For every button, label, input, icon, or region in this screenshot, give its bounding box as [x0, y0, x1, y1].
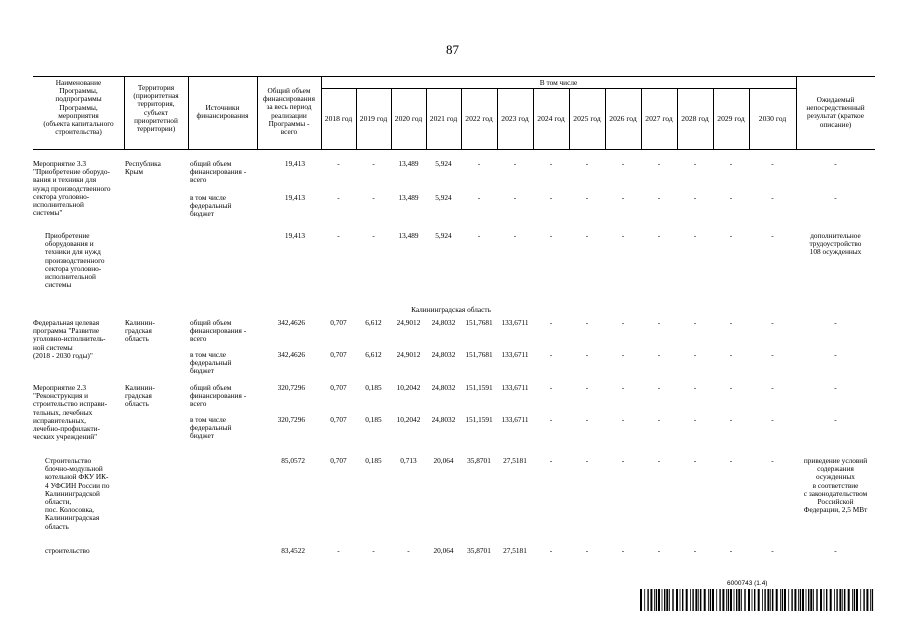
row-year-value: -: [693, 231, 697, 240]
row-total: 19,413: [284, 159, 305, 168]
row-year-value: -: [621, 193, 625, 202]
row-year-value: -: [407, 546, 410, 555]
barcode-bar: [872, 589, 873, 611]
row-year-value: 27,5181: [503, 546, 527, 555]
barcode-bar: [813, 589, 814, 611]
barcode-bar: [654, 589, 655, 611]
row-year-value: -: [337, 546, 340, 555]
barcode-bar: [754, 589, 755, 611]
row-year-value: 0,707: [330, 456, 347, 465]
year-header: 2021 год: [429, 114, 458, 123]
row-result: -: [834, 546, 837, 555]
row-year-value: -: [693, 159, 697, 168]
barcode-bar: [870, 589, 871, 611]
barcode-bar: [848, 589, 850, 611]
row-year-value: -: [771, 546, 774, 555]
row-year-value: 24,8032: [431, 415, 456, 424]
row-territory: Республика Крым: [125, 159, 161, 177]
row-year-value: -: [657, 318, 661, 327]
row-year-value: -: [549, 383, 553, 392]
barcode-bar: [863, 589, 864, 611]
barcode-bar: [830, 589, 832, 611]
barcode-bar: [806, 589, 807, 611]
barcode-bar: [758, 589, 760, 611]
row-year-value: -: [585, 350, 589, 359]
row-year-value: -: [621, 318, 625, 327]
barcode-bar: [712, 589, 714, 611]
barcode-bar: [854, 589, 855, 611]
row-year-value: 151,1591: [465, 415, 493, 424]
barcode-bar: [692, 589, 693, 611]
header-territory: Территория (приоритетная территория, субъект приоритетной территории): [133, 83, 179, 134]
barcode-bar: [666, 589, 668, 611]
row-year-value: -: [372, 231, 375, 240]
row-year-value: 0,707: [330, 383, 347, 392]
row-year-value: -: [585, 383, 589, 392]
barcode-bar: [764, 589, 765, 611]
row-year-value: -: [549, 415, 553, 424]
barcode-bar: [784, 589, 786, 611]
barcode-bar: [752, 589, 753, 611]
header-including: В том числе: [539, 78, 578, 87]
barcode-bar: [726, 589, 727, 611]
barcode-bar: [664, 589, 665, 611]
barcode-bar: [719, 589, 720, 611]
row-total: 342,4626: [277, 318, 305, 327]
barcode-bar: [788, 589, 789, 611]
barcode-bar: [762, 589, 763, 611]
row-year-value: -: [771, 383, 774, 392]
row-year-value: 20,064: [433, 456, 454, 465]
header-result: Ожидаемый непосредственный результат (краткое описание): [806, 95, 865, 129]
year-header: 2027 год: [645, 114, 673, 123]
row-name: строительство: [45, 546, 90, 555]
row-year-value: -: [621, 456, 625, 465]
barcode-bar: [852, 589, 853, 611]
row-year-value: 13,489: [398, 231, 419, 240]
row-source: в том числе федеральный бюджет: [190, 350, 232, 376]
row-year-value: -: [337, 159, 340, 168]
row-year-value: 10,2042: [396, 415, 421, 424]
row-year-value: -: [729, 415, 733, 424]
barcode-bar: [866, 589, 868, 611]
row-year-value: -: [729, 383, 733, 392]
barcode-bar: [802, 589, 804, 611]
row-result: -: [834, 159, 837, 168]
row-result: дополнительное трудоустройство 108 осужденных: [809, 231, 862, 257]
barcode-bar: [791, 589, 792, 611]
row-name: Федеральная целевая программа "Развитие уголовно-исполнитель- ной системы (2018 - 2030 годы)": [33, 318, 106, 360]
row-name: Мероприятие 3.3 "Приобретение оборудо- вания и техники для нужд производственного сектора уголовно- исполнительной системы": [33, 159, 111, 218]
row-year-value: -: [549, 350, 553, 359]
barcode-bar: [686, 589, 688, 611]
barcode-bar: [650, 589, 652, 611]
year-header: 2030 год: [758, 114, 787, 123]
row-year-value: -: [729, 159, 733, 168]
row-source: в том числе федеральный бюджет: [190, 193, 232, 219]
barcode-bar: [644, 589, 645, 611]
row-year-value: -: [657, 193, 661, 202]
row-year-value: -: [693, 193, 697, 202]
row-year-value: -: [621, 159, 625, 168]
barcode-bar: [798, 589, 799, 611]
year-header: 2025 год: [573, 114, 601, 123]
row-total: 19,413: [284, 193, 305, 202]
barcode-bar: [734, 589, 735, 611]
row-year-value: -: [693, 318, 697, 327]
row-year-value: -: [771, 456, 774, 465]
row-year-value: -: [585, 415, 589, 424]
barcode-bar: [856, 589, 858, 611]
row-year-value: 0,713: [400, 456, 417, 465]
row-year-value: -: [729, 318, 733, 327]
row-year-value: -: [477, 193, 481, 202]
header-sources: Источники финансирования: [196, 103, 249, 121]
barcode-bar: [736, 589, 737, 611]
barcode-bar: [780, 589, 781, 611]
barcode-bar: [676, 589, 678, 611]
row-year-value: -: [585, 318, 589, 327]
row-year-value: -: [585, 231, 589, 240]
barcode-bar: [800, 589, 801, 611]
row-year-value: -: [693, 456, 697, 465]
row-year-value: -: [729, 231, 733, 240]
barcode-bar: [770, 589, 771, 611]
barcode-bar: [772, 589, 773, 611]
row-year-value: -: [513, 159, 517, 168]
row-year-value: -: [771, 415, 774, 424]
row-year-value: -: [549, 456, 553, 465]
barcode-label: 6000743 (1.4): [727, 580, 768, 587]
barcode-bar: [704, 589, 706, 611]
row-year-value: -: [549, 546, 553, 555]
row-year-value: 0,707: [330, 350, 347, 359]
row-year-value: -: [657, 456, 661, 465]
row-year-value: -: [549, 318, 553, 327]
row-name: Мероприятие 2.3 "Реконструкция и строительство исправи- тельных, лечебных исправительных, лечебно-профилакти- ческих учреждений": [33, 383, 108, 442]
barcode-bar: [810, 589, 812, 611]
row-year-value: -: [771, 159, 774, 168]
barcode-bar: [816, 589, 817, 611]
row-year-value: 133,6711: [501, 383, 529, 392]
barcode-bar: [695, 589, 697, 611]
barcode-bar: [640, 589, 642, 611]
row-year-value: -: [729, 546, 733, 555]
barcode-bar: [834, 589, 835, 611]
row-year-value: -: [621, 415, 625, 424]
row-year-value: -: [585, 546, 589, 555]
row-year-value: 0,185: [365, 415, 382, 424]
row-year-value: -: [657, 383, 661, 392]
row-year-value: 24,8032: [431, 350, 456, 359]
row-year-value: -: [585, 193, 589, 202]
row-source: общий объем финансирования - всего: [190, 383, 247, 409]
barcode-bar: [744, 589, 745, 611]
row-year-value: 5,924: [435, 193, 452, 202]
row-year-value: 133,6711: [501, 415, 529, 424]
row-year-value: -: [337, 193, 340, 202]
row-total: 19,413: [284, 231, 305, 240]
barcode-bar: [669, 589, 670, 611]
row-year-value: -: [549, 231, 553, 240]
row-year-value: 151,7681: [465, 318, 493, 327]
barcode-bar: [662, 589, 663, 611]
row-year-value: -: [513, 193, 517, 202]
row-year-value: 24,8032: [431, 318, 456, 327]
barcode-bar: [672, 589, 673, 611]
row-result: приведение условий содержания осужденных в соответствие с законодательством Российской Федерации, 2,5 МВт: [803, 456, 868, 515]
row-year-value: 13,489: [398, 159, 419, 168]
row-year-value: 35,8701: [467, 456, 491, 465]
row-year-value: -: [657, 159, 661, 168]
barcode-bar: [782, 589, 783, 611]
row-total: 320,7296: [277, 383, 305, 392]
barcode-bar: [730, 589, 732, 611]
barcode-bar: [682, 589, 683, 611]
region-caption: Калининградская область: [411, 305, 491, 314]
barcode-bar: [716, 589, 717, 611]
row-year-value: -: [657, 415, 661, 424]
row-year-value: 6,612: [365, 318, 382, 327]
row-year-value: -: [372, 193, 375, 202]
barcode-bar: [647, 589, 648, 611]
row-year-value: -: [513, 231, 517, 240]
barcode-bar: [767, 589, 769, 611]
row-year-value: -: [771, 231, 774, 240]
row-result: -: [834, 318, 837, 327]
barcode-bar: [839, 589, 841, 611]
barcode-bar: [741, 589, 742, 611]
row-year-value: 35,8701: [467, 546, 491, 555]
row-territory: Калинин- градская область: [125, 318, 155, 344]
year-header: 2023 год: [501, 114, 529, 123]
row-year-value: 0,707: [330, 318, 347, 327]
row-year-value: -: [585, 456, 589, 465]
row-name: Строительство блочно-модульной котельной ФКУ ИК- 4 УФСИН России по Калининградской области, пос. Колосовка, Калининградская область: [45, 456, 110, 531]
row-result: -: [834, 383, 837, 392]
row-year-value: 13,489: [398, 193, 419, 202]
row-total: 83,4522: [281, 546, 305, 555]
barcode-bar: [842, 589, 843, 611]
row-year-value: -: [693, 546, 697, 555]
row-year-value: -: [549, 193, 553, 202]
barcode-bar: [722, 589, 724, 611]
barcode-bar: [680, 589, 681, 611]
row-year-value: 151,7681: [465, 350, 493, 359]
row-year-value: -: [729, 350, 733, 359]
row-total: 342,4626: [277, 350, 305, 359]
row-year-value: 10,2042: [396, 383, 421, 392]
row-year-value: -: [477, 159, 481, 168]
row-year-value: -: [657, 546, 661, 555]
barcode-bar: [708, 589, 709, 611]
row-territory: Калинин- градская область: [125, 383, 155, 409]
row-year-value: -: [549, 159, 553, 168]
row-year-value: -: [585, 159, 589, 168]
row-year-value: 151,1591: [465, 383, 493, 392]
barcode-bar: [738, 589, 740, 611]
barcode: [640, 589, 875, 611]
row-year-value: -: [477, 231, 481, 240]
row-year-value: 24,9012: [396, 318, 421, 327]
barcode-bar: [656, 589, 657, 611]
barcode-bar: [824, 589, 825, 611]
row-result: -: [834, 350, 837, 359]
row-year-value: 133,6711: [501, 318, 529, 327]
row-year-value: 6,612: [365, 350, 382, 359]
row-year-value: -: [729, 193, 733, 202]
barcode-bar: [748, 589, 750, 611]
row-year-value: -: [693, 350, 697, 359]
row-year-value: 27,5181: [503, 456, 527, 465]
row-year-value: -: [621, 383, 625, 392]
barcode-bar: [860, 589, 861, 611]
row-year-value: -: [693, 415, 697, 424]
row-year-value: 0,707: [330, 415, 347, 424]
year-header: 2022 год: [465, 114, 493, 123]
row-name: Приобретение оборудования и техники для нужд производственного сектора уголовно- исполнительной системы: [45, 231, 105, 290]
barcode-bar: [728, 589, 729, 611]
row-year-value: 5,924: [435, 159, 452, 168]
row-source: в том числе федеральный бюджет: [190, 415, 232, 441]
barcode-bar: [658, 589, 660, 611]
header-total: Общий объем финансирования за весь период реализации Программы - всего: [263, 86, 315, 137]
row-year-value: -: [372, 546, 375, 555]
row-year-value: 5,924: [435, 231, 452, 240]
row-year-value: -: [621, 350, 625, 359]
year-header: 2026 год: [609, 114, 637, 123]
row-source: общий объем финансирования - всего: [190, 318, 247, 344]
year-header: 2029 год: [717, 114, 745, 123]
year-header: 2024 год: [537, 114, 565, 123]
row-result: -: [834, 415, 837, 424]
row-year-value: -: [771, 193, 774, 202]
row-year-value: -: [729, 456, 733, 465]
year-header: 2019 год: [359, 114, 388, 123]
row-year-value: 24,8032: [431, 383, 456, 392]
row-year-value: -: [372, 159, 375, 168]
row-year-value: 0,185: [365, 456, 382, 465]
row-year-value: -: [337, 231, 340, 240]
row-year-value: 24,9012: [396, 350, 421, 359]
row-year-value: 20,064: [433, 546, 454, 555]
row-year-value: -: [621, 231, 625, 240]
barcode-bar: [844, 589, 845, 611]
barcode-bar: [808, 589, 809, 611]
barcode-bar: [794, 589, 796, 611]
row-year-value: -: [693, 383, 697, 392]
barcode-bar: [820, 589, 822, 611]
row-year-value: -: [621, 546, 625, 555]
row-year-value: 133,6711: [501, 350, 529, 359]
row-total: 85,0572: [281, 456, 305, 465]
year-header: 2028 год: [681, 114, 709, 123]
barcode-bar: [698, 589, 699, 611]
row-result: -: [834, 193, 837, 202]
row-year-value: -: [657, 350, 661, 359]
barcode-bar: [690, 589, 691, 611]
page-number: 87: [446, 42, 459, 57]
year-header: 2020 год: [394, 114, 423, 123]
row-year-value: 0,185: [365, 383, 382, 392]
row-year-value: -: [657, 231, 661, 240]
header-name: Наименование Программы, подпрограммы Программы, мероприятия (объекта капитального строительства): [43, 78, 114, 137]
row-year-value: -: [771, 318, 774, 327]
barcode-bar: [710, 589, 711, 611]
barcode-bar: [826, 589, 827, 611]
year-header: 2018 год: [324, 114, 353, 123]
row-year-value: -: [771, 350, 774, 359]
barcode-bar: [776, 589, 778, 611]
barcode-bar: [836, 589, 837, 611]
row-total: 320,7296: [277, 415, 305, 424]
row-source: общий объем финансирования - всего: [190, 159, 247, 185]
barcode-bar: [700, 589, 701, 611]
